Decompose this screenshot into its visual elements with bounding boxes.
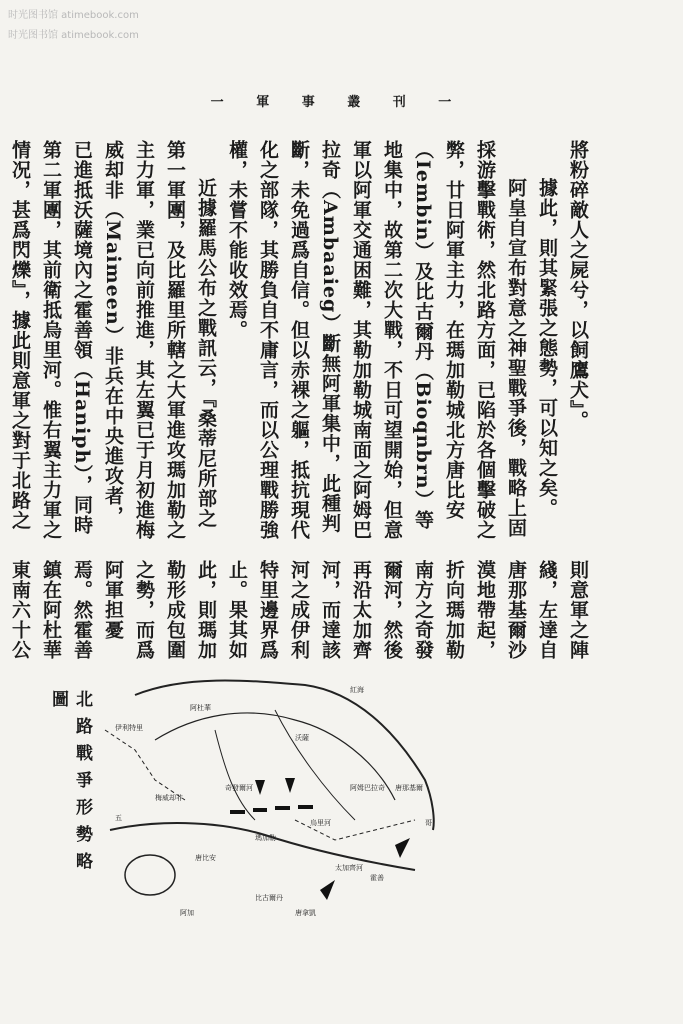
map-label: 阿加: [180, 909, 194, 917]
map-label: 紅海: [350, 686, 364, 694]
lake-shape: [125, 855, 175, 895]
lower-text-block: [9, 560, 593, 668]
watermark-text: 时光图书馆 atimebook.com: [8, 30, 139, 41]
map-label: 哥: [425, 819, 432, 827]
paragraph: 阿皇自宣布對意之神聖戰爭後，戰略上固採游擊戰術，然北路方面，已陷於各個擊破之弊，廿日阿軍主力，在瑪加勒城北方唐比安（Iembin）及比古爾丹（Bioqnbrn）等地集中，故第二次大戰，不日可望開始，但意軍以阿軍交通困難，其勒加勒城南面之阿姆巴拉奇（Ambaaieg）斷無阿軍集中，此種判斷，未免過爲自信。但以赤裸之軀，抵抗現代化之部隊，其勝負自不庸言，而以公理戰勝強權，未嘗不能收效焉。: [226, 140, 527, 540]
running-header: 一 軍 事 叢 刊 一: [210, 95, 466, 110]
dashed-border: [105, 730, 185, 800]
map-label: 唐那基爾: [395, 784, 423, 792]
map-label: 奇發爾河: [225, 784, 253, 792]
north-front-map: [95, 670, 440, 925]
map-label: 霍善: [370, 874, 384, 882]
map-label: 烏里河: [310, 819, 331, 827]
map-label: 五: [115, 814, 122, 822]
map-label: 瑪加勒: [255, 834, 276, 842]
paragraph: 近據羅馬公布之戰訊云，『桑蒂尼所部之第一軍團，及比羅里所轄之大軍進攻瑪加勒之主力軍，業已向前推進，其左翼已于月初進梅威却非（Maimeen）非兵在中央進攻者，已進抵沃薩境內之霍善領（Haniph），同時第二軍團，其前衛抵烏里河。惟右翼主力軍之情况，甚爲閃爍』，據此則意軍之對于北路之: [9, 140, 217, 540]
map-label: 唐拿凱: [295, 909, 316, 917]
paragraph: 將粉碎敵人之屍兮，以飼鷹犬』。: [567, 140, 589, 431]
map-label: 唐比安: [195, 854, 216, 862]
paragraph: 則意軍之陣綫，左達自唐那基爾沙漠地帶起，折向瑪加勒南方之奇發爾河，然後再沿太加齊河，而達該河之成伊利特里邊界爲止。果其如此，則瑪加勒形成包圍之勢，而爲阿軍担憂焉。然霍善鎮在阿杜華東南六十公: [9, 560, 589, 660]
upper-text-block: [9, 140, 593, 540]
front-marks: [230, 807, 313, 812]
map-label: 阿姆巴拉奇: [350, 784, 385, 792]
map-drawing: [95, 670, 440, 925]
watermark-text: 时光图书馆 atimebook.com: [8, 10, 139, 21]
map-label: 阿杜華: [190, 704, 211, 712]
map-label: 沃薩: [295, 734, 309, 742]
map-label: 梅威却非: [155, 794, 183, 802]
map-label: 比古爾丹: [255, 894, 283, 902]
river-line: [215, 730, 255, 820]
front-line: [110, 823, 415, 870]
map-label: 太加齊河: [335, 864, 363, 872]
paragraph: 據此，則其緊張之態勢，可以知之矣。: [536, 178, 558, 518]
map-label: 伊利特里: [115, 724, 143, 732]
map-caption: 北路戰爭形勢略圖: [48, 690, 92, 879]
